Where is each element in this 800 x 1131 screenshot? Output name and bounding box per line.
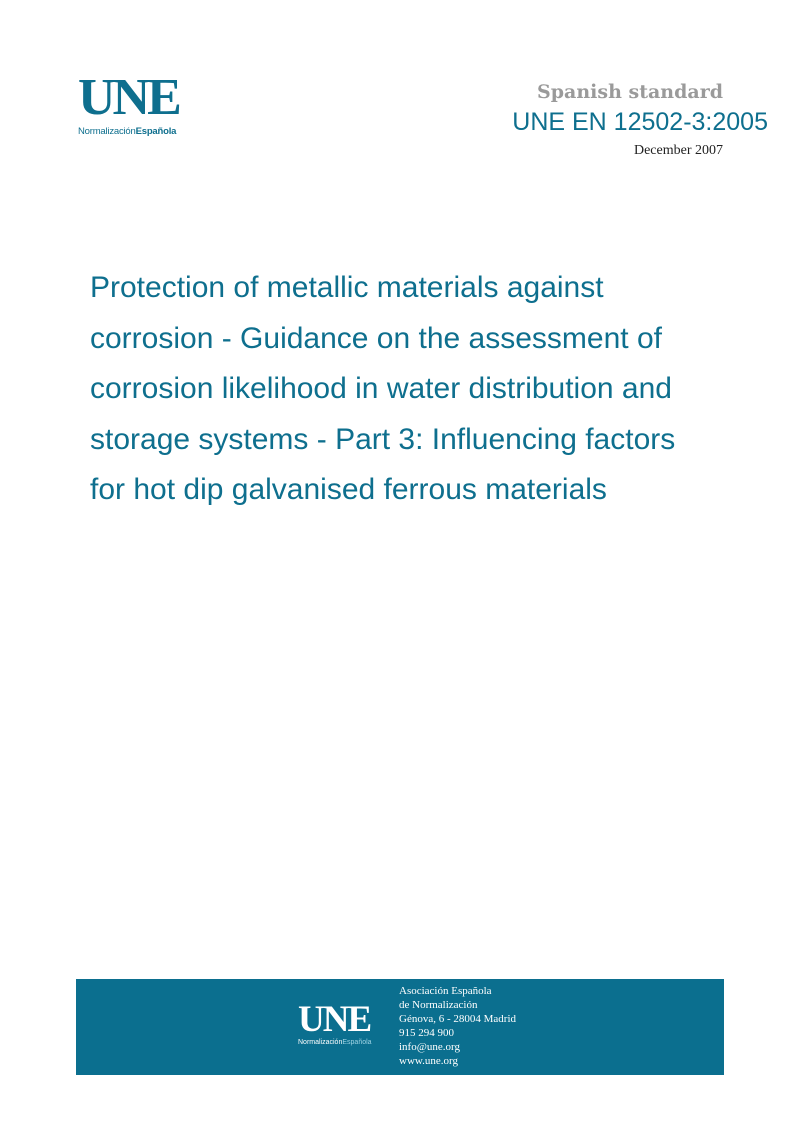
footer-logo-mark: UNE	[298, 999, 371, 1040]
address-line-org-2: de Normalización	[399, 998, 478, 1011]
logo-sub-espanola: Española	[135, 126, 177, 137]
address-line-email[interactable]: info@une.org	[399, 1040, 460, 1053]
footer-band	[76, 979, 724, 1075]
footer-une-logo	[298, 999, 388, 1046]
document-date: December 2007	[633, 143, 723, 158]
une-logo-mark: UNE	[78, 69, 179, 126]
une-logo	[78, 69, 208, 146]
document-code: UNE EN 12502-3:2005	[512, 108, 768, 136]
document-kind: Spanish standard	[537, 81, 723, 103]
address-line-street: Génova, 6 - 28004 Madrid	[399, 1012, 517, 1025]
footer-logo-sub-normalizacion: Normalización	[298, 1039, 343, 1046]
document-header	[512, 78, 768, 162]
une-logo-subtitle	[78, 126, 208, 137]
footer-logo-subtitle	[298, 1039, 388, 1046]
logo-sub-normalizacion: Normalización	[78, 126, 136, 137]
document-title: Protection of metallic materials against corrosion - Guidance on the assessment of corrosion likelihood in water distribution and storage systems - Part 3: Influencing factors for hot dip galvanised ferrous materials	[90, 271, 676, 506]
footer-address	[399, 985, 516, 1068]
address-line-website[interactable]: www.une.org	[399, 1054, 458, 1067]
address-line-org: Asociación Española	[399, 985, 492, 997]
footer-logo-sub-espanola: Española	[342, 1039, 372, 1046]
address-line-phone: 915 294 900	[399, 1026, 454, 1039]
